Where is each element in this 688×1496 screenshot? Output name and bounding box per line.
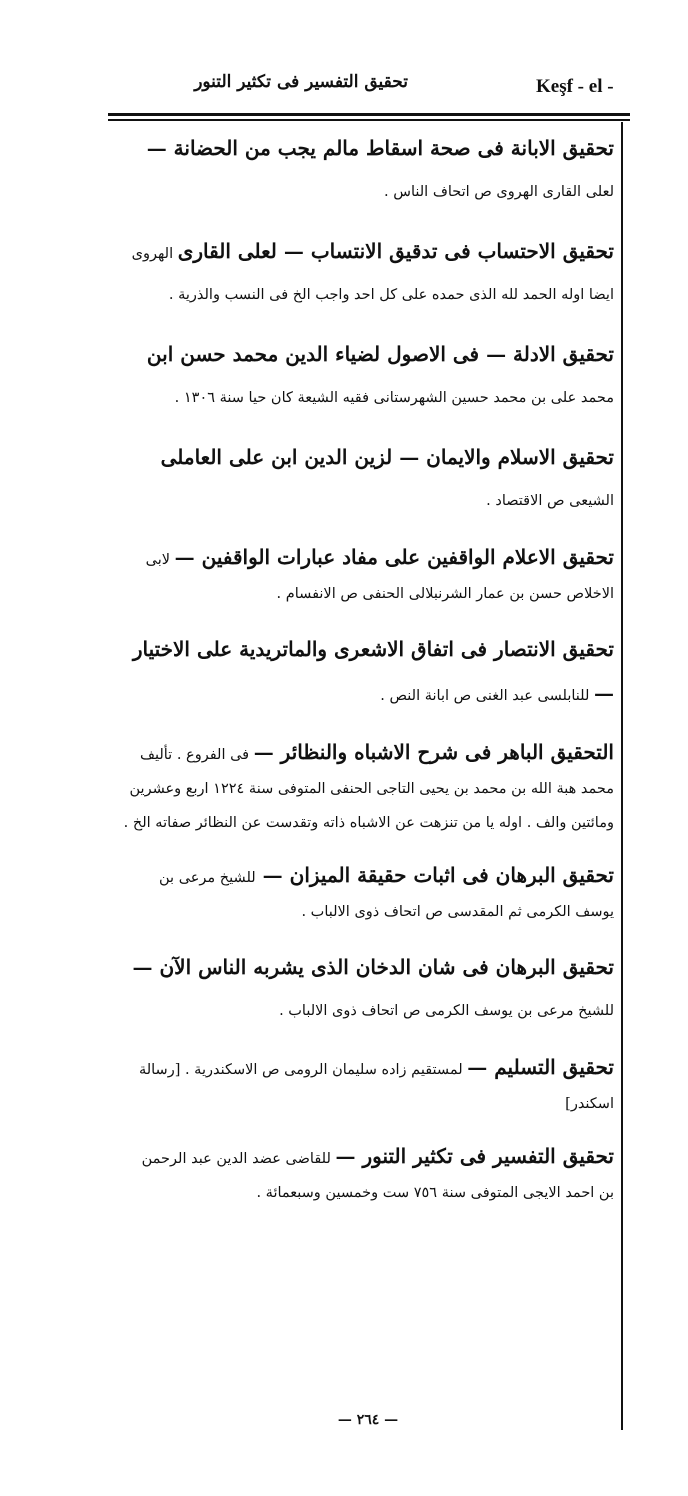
margin-rule <box>621 122 623 1430</box>
entry-body: للقاضى عضد الدين عبد الرحمن بن احمد الايجى المتوفى سنة ٧٥٦ ست وخمسين وسبعمائة . <box>141 1151 614 1201</box>
entry-item <box>122 1139 614 1210</box>
entry-body: للشيخ مرعى بن يوسف الكرمى ص اتحاف ذوى الالباب . <box>279 1003 614 1019</box>
entry-body: لعلى القارى الهروى ص اتحاف الناس . <box>384 184 614 200</box>
running-title: تحقيق التفسير فى تكثير التنور <box>194 72 408 92</box>
entry-item <box>122 947 614 1032</box>
entry-title: تحقيق الاعلام الواقفين على مفاد عبارات الواقفين — <box>174 545 614 569</box>
entry-body: لابى الاخلاص حسن بن عمار الشرنبلالى الحنفى ص الانفسام . <box>145 552 614 602</box>
page-header <box>108 68 628 108</box>
entry-body: الهروى ايضا اوله الحمد لله الذى حمده على كل احد واجب الخ فى النسب والذرية . <box>131 246 614 303</box>
entry-item <box>122 128 614 213</box>
header-rule-top <box>108 113 630 116</box>
entry-body: فى الفروع . تأليف محمد هبة الله بن محمد بن يحيى التاجى الحنفى المتوفى سنة ١٢٢٤ اربع وعشرين ومائتين والف . اوله يا من تنزهت عن الاشباه ذاته وتقدست عن النظائر صفاته الخ . <box>123 747 614 831</box>
entry-item <box>122 334 614 419</box>
entry-item <box>122 437 614 522</box>
entry-title: تحقيق الانتصار فى اتفاق الاشعرى والماتريدية على الاختيار — <box>132 637 614 705</box>
entry-body: لمستقيم زاده سليمان الرومى ص الاسكندرية . [رسالة اسكندر] <box>138 1062 614 1112</box>
entry-title: تحقيق الادلة — فى الاصول لضياء الدين محمد حسن ابن <box>146 342 614 366</box>
entry-item <box>122 540 614 611</box>
entry-title: تحقيق الابانة فى صحة اسقاط مالم يجب من الحضانة — <box>146 136 614 160</box>
entry-title: تحقيق التفسير فى تكثير التنور — <box>335 1144 614 1168</box>
page-number: — ٢٦٤ — <box>337 1412 399 1428</box>
entry-item <box>122 735 614 840</box>
entry-item <box>122 1050 614 1121</box>
entry-title: تحقيق التسليم — <box>467 1055 614 1079</box>
entry-body: الشيعى ص الاقتصاد . <box>486 493 614 509</box>
entry-title: تحقيق الاحتساب فى تدقيق الانتساب — لعلى القارى <box>177 239 614 263</box>
entry-item <box>122 231 614 316</box>
entry-body: محمد على بن محمد حسين الشهرستانى فقيه الشيعة كان حيا سنة ١٣٠٦ . <box>174 390 614 406</box>
entry-title: تحقيق البرهان فى اثبات حقيقة الميزان — <box>255 863 614 887</box>
entry-title: التحقيق الباهر فى شرح الاشباه والنظائر — <box>253 740 614 764</box>
entry-title: تحقيق الاسلام والايمان — لزين الدين ابن على العاملى <box>160 445 614 469</box>
running-head-latin: Keşf - el - <box>536 76 614 97</box>
entry-body: للشيخ مرعى بن يوسف الكرمى ثم المقدسى ص اتحاف ذوى الالباب . <box>159 870 614 920</box>
entry-title: تحقيق البرهان فى شان الدخان الذى يشربه الناس الآن — <box>132 955 614 979</box>
entries-list <box>122 128 614 1228</box>
entry-body: للنابلسى عبد الغنى ص ابانة النص . <box>380 688 590 704</box>
header-rule-bottom <box>108 119 630 121</box>
entry-item <box>122 858 614 929</box>
entry-item <box>122 629 614 717</box>
